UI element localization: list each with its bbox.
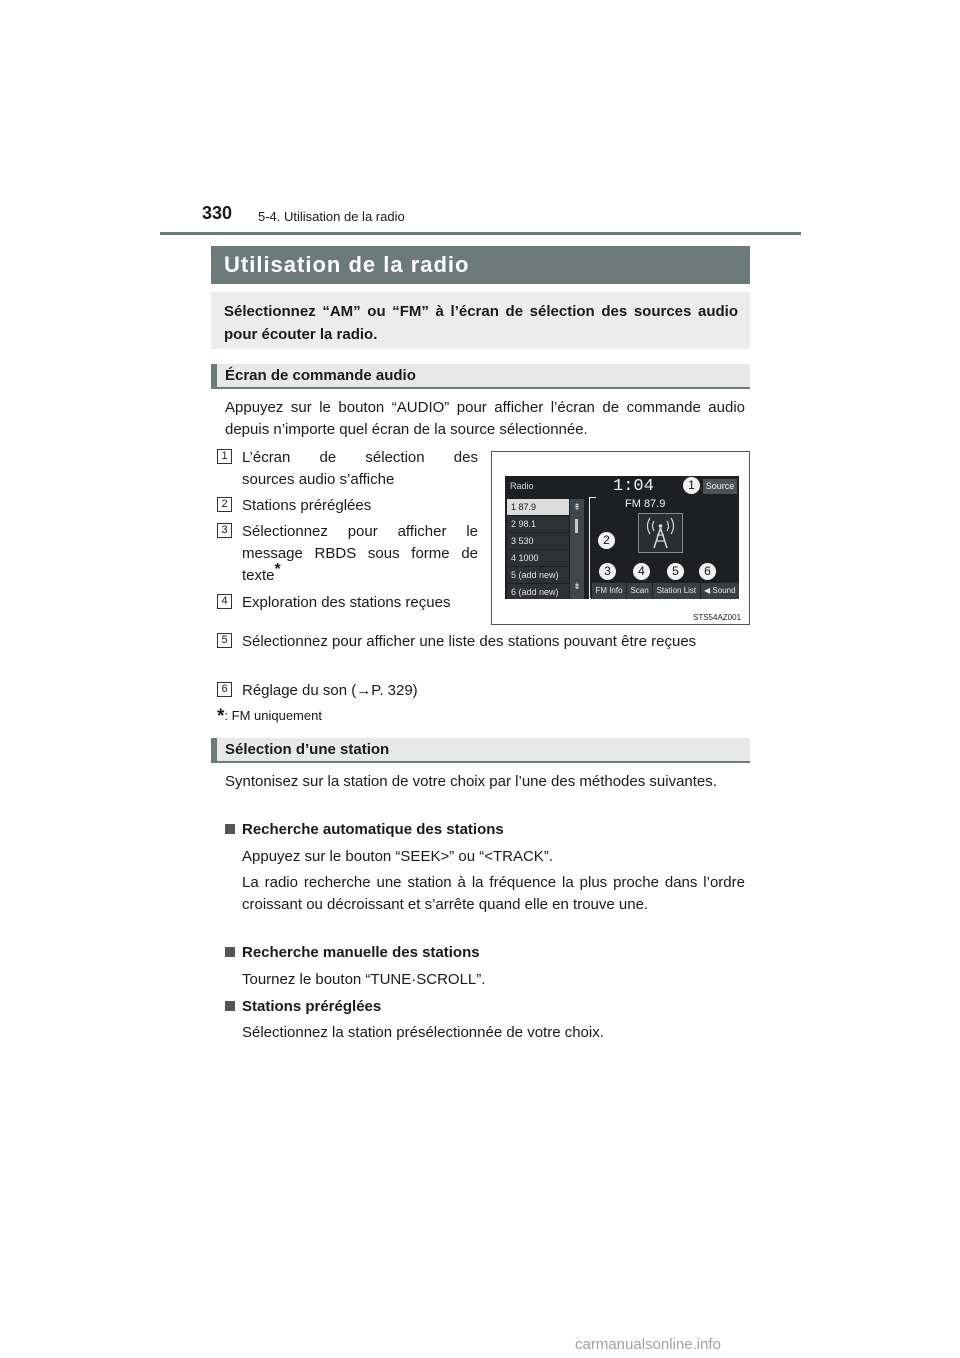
number-badge: 1 bbox=[217, 449, 232, 464]
square-bullet-icon bbox=[225, 824, 235, 834]
header-rule bbox=[160, 232, 801, 235]
section1-paragraph: Appuyez sur le bouton “AUDIO” pour afficher l’écran de commande audio depuis n’importe quel écran de la source sélectionnée. bbox=[225, 399, 745, 438]
number-badge: 3 bbox=[217, 523, 232, 538]
footnote-star: * bbox=[217, 706, 225, 727]
preset-list bbox=[507, 499, 569, 599]
method-text: Appuyez sur le bouton “SEEK>” ou “<TRACK”. bbox=[242, 848, 553, 865]
page-number: 330 bbox=[202, 203, 233, 223]
method-heading-presets: Stations préréglées bbox=[225, 996, 381, 1018]
screen-bottom-bar bbox=[591, 583, 739, 599]
radio-tower-icon bbox=[638, 513, 683, 553]
preset-item[interactable]: 1 87.9 bbox=[507, 499, 569, 515]
scroll-thumb[interactable] bbox=[575, 519, 578, 533]
screen-clock: 1:04 bbox=[613, 477, 654, 496]
method-heading-auto-seek: Recherche automatique des stations bbox=[225, 819, 504, 841]
preset-item[interactable]: 4 1000 bbox=[507, 550, 569, 566]
preset-item[interactable]: 5 (add new) bbox=[507, 567, 569, 583]
item-text: Stations préréglées bbox=[242, 497, 372, 514]
item-text: Sélectionnez pour afficher une liste des stations pouvant être reçues bbox=[242, 633, 697, 650]
image-code: STS54AZ001 bbox=[693, 613, 742, 622]
section2-paragraph: Syntonisez sur la station de votre choix par l’une des méthodes suivantes. bbox=[225, 773, 717, 790]
square-bullet-icon bbox=[225, 1001, 235, 1011]
number-badge: 5 bbox=[217, 633, 232, 648]
footnote-text: : FM uniquement bbox=[224, 708, 322, 723]
sound-button[interactable]: ◀ Sound bbox=[700, 583, 739, 599]
preset-item[interactable]: 2 98.1 bbox=[507, 516, 569, 532]
section-heading-station-selection: Sélection d’une station bbox=[211, 738, 750, 763]
callout-2: 2 bbox=[597, 531, 616, 550]
scroll-up-icon[interactable]: ⇞ bbox=[573, 502, 581, 512]
preset-item[interactable]: 6 (add new) bbox=[507, 584, 569, 599]
scan-button[interactable]: Scan bbox=[626, 583, 652, 599]
item-text: L’écran de sélection des sources audio s’affiche bbox=[242, 449, 478, 488]
callout-5: 5 bbox=[666, 562, 685, 581]
section-heading-audio-control: Écran de commande audio bbox=[211, 364, 750, 389]
callout-6: 6 bbox=[698, 562, 717, 581]
callout-4: 4 bbox=[632, 562, 651, 581]
page-title: Utilisation de la radio bbox=[211, 246, 750, 284]
method-text: La radio recherche une station à la fréquence la plus proche dans l’ordre croissant ou décroissant et s’arrête quand elle en trouve une. bbox=[242, 874, 745, 913]
item-text: Sélectionnez pour afficher le message RBDS sous forme de texte* bbox=[242, 523, 478, 584]
watermark: carmanualsonline.info bbox=[575, 1336, 721, 1353]
method-text: Sélectionnez la station présélectionnée de votre choix. bbox=[242, 1024, 604, 1041]
scroll-down-icon[interactable]: ⇟ bbox=[573, 581, 581, 591]
method-heading-manual-tune: Recherche manuelle des stations bbox=[225, 942, 480, 964]
screen-title: Radio bbox=[510, 481, 534, 491]
intro-box: Sélectionnez “AM” ou “FM” à l’écran de sélection des sources audio pour écouter la radio. bbox=[211, 292, 750, 349]
preset-item[interactable]: 3 530 bbox=[507, 533, 569, 549]
source-button[interactable]: Source bbox=[703, 479, 737, 494]
audio-screen bbox=[505, 476, 739, 599]
number-badge: 2 bbox=[217, 497, 232, 512]
square-bullet-icon bbox=[225, 947, 235, 957]
item-text: Réglage du son (→P. 329) bbox=[242, 682, 418, 699]
number-badge: 4 bbox=[217, 594, 232, 609]
method-text: Tournez le bouton “TUNE·SCROLL”. bbox=[242, 971, 486, 988]
callout-3: 3 bbox=[598, 562, 617, 581]
header-section-title: 5-4. Utilisation de la radio bbox=[258, 209, 405, 224]
station-list-button[interactable]: Station List bbox=[652, 583, 699, 599]
preset-scrollbar[interactable] bbox=[570, 499, 584, 599]
callout-1: 1 bbox=[682, 476, 701, 495]
item-text: Exploration des stations reçues bbox=[242, 594, 451, 611]
footnote bbox=[217, 706, 322, 728]
current-frequency: FM 87.9 bbox=[625, 498, 666, 510]
fm-info-button[interactable]: FM Info bbox=[591, 583, 626, 599]
number-badge: 6 bbox=[217, 682, 232, 697]
